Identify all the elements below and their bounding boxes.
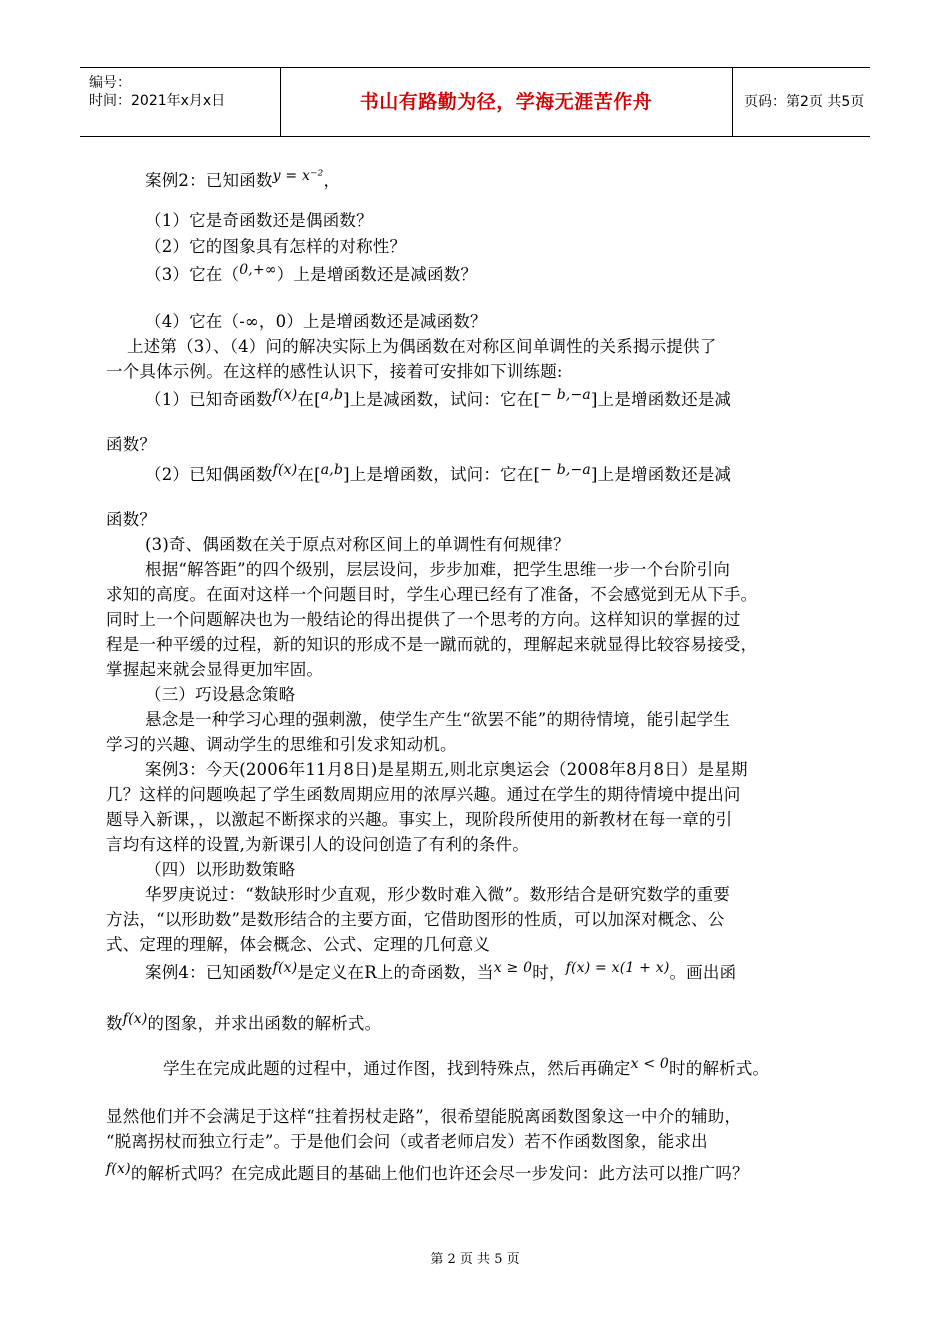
paragraph-line: （3）它在（$^{0,+\infty}$）上是增函数还是减函数？ bbox=[145, 262, 478, 284]
paragraph-line: 案例3：今天(2006年11月8日)是星期五,则北京奥运会（2008年8月8日）是星期 bbox=[145, 760, 748, 779]
header-motto-cell bbox=[280, 68, 733, 136]
paragraph-line: 几？这样的问题唤起了学生函数周期应用的浓厚兴趣。通过在学生的期待情境中提出问 bbox=[106, 785, 741, 804]
math-formula: f(x) bbox=[122, 1011, 148, 1027]
math-formula: 0,+∞ bbox=[239, 262, 277, 278]
paragraph-line: “脱离拐杖而独立行走”。于是他们会问（或者老师启发）若不作函数图象，能求出 bbox=[106, 1132, 708, 1151]
paragraph-line: 言均有这样的设置,为新课引人的设问创造了有利的条件。 bbox=[106, 835, 529, 854]
paragraph-line: （1）已知奇函数$^{f(x)}$在[$^{a,b}$]上是减函数，试问：它在[$^{- b,-a}$]上是增函数还是减 bbox=[145, 387, 732, 409]
paragraph-line: 掌握起来就会显得更加牢固。 bbox=[106, 660, 324, 679]
math-formula: f(x) bbox=[272, 462, 298, 478]
paragraph-line: 同时上一个问题解决也为一般结论的得出提供了一个思考的方向。这样知识的掌握的过 bbox=[106, 610, 741, 629]
paragraph-line: （1）它是奇函数还是偶函数？ bbox=[145, 211, 373, 230]
math-formula: f(x) bbox=[272, 387, 298, 403]
header-page-cell bbox=[732, 68, 870, 136]
header-left-cell bbox=[80, 68, 281, 136]
paragraph-line: 求知的高度。在面对这样一个问题目时，学生心理已经有了准备，不会感觉到无从下手。 bbox=[106, 585, 758, 604]
paragraph-line: 案例2：已知函数$^{y = x^{-2}}$， bbox=[145, 168, 341, 190]
section-heading: （四）以形助数策略 bbox=[145, 860, 296, 879]
math-formula: f(x) bbox=[106, 1161, 131, 1177]
paragraph-line: （2）它的图象具有怎样的对称性？ bbox=[145, 237, 407, 256]
paragraph-line: 函数？ bbox=[106, 510, 157, 529]
paragraph-line: 程是一种平缓的过程，新的知识的形成不是一蹴而就的，理解起来就显得比较容易接受， bbox=[106, 635, 758, 654]
doc-time-label: 时间：2021年x月x日 bbox=[89, 93, 226, 109]
paragraph-line: 学习的兴趣、调动学生的思维和引发求知动机。 bbox=[106, 735, 457, 754]
paragraph-line: 方法，“以形助数”是数形结合的主要方面，它借助图形的性质，可以加深对概念、公 bbox=[106, 910, 725, 929]
page-footer: 第 2 页 共 5 页 bbox=[430, 1252, 520, 1267]
paragraph-line: 显然他们并不会满足于这样“拄着拐杖走路”，很希望能脱离函数图象这一中介的辅助， bbox=[106, 1107, 742, 1126]
math-formula: f(x) = x(1 + x) bbox=[565, 960, 670, 976]
paragraph-line: 一个具体示例。在这样的感性认识下，接着可安排如下训练题: bbox=[106, 362, 563, 381]
header-motto: 书山有路勤为径，学海无涯苦作舟 bbox=[359, 91, 653, 113]
paragraph-line: 华罗庚说过：“数缺形时少直观，形少数时难入微”。数形结合是研究数学的重要 bbox=[145, 885, 731, 904]
math-formula: x ≥ 0 bbox=[493, 960, 533, 976]
paragraph-line: 学生在完成此题的过程中，通过作图，找到特殊点，然后再确定$^{x < 0}$时的解析式。 bbox=[163, 1056, 770, 1078]
paragraph-line: 根据“解答距”的四个级别，层层设问，步步加难，把学生思维一步一个台阶引向 bbox=[145, 560, 731, 579]
math-formula: x < 0 bbox=[630, 1056, 670, 1072]
math-formula: − b,−a bbox=[540, 387, 591, 403]
paragraph-line: 式、定理的理解，体会概念、公式、定理的几何意义 bbox=[106, 935, 491, 954]
paragraph-line: （2）已知偶函数$^{f(x)}$在[$^{a,b}$]上是增函数，试问：它在[$^{- b,-a}$]上是增函数还是减 bbox=[145, 462, 732, 484]
paragraph-line: 函数？ bbox=[106, 435, 157, 454]
math-formula: a,b bbox=[320, 462, 344, 478]
page-header bbox=[80, 67, 870, 137]
paragraph-line: 数$^{f(x)}$的图象，并求出函数的解析式。 bbox=[106, 1011, 382, 1033]
paragraph-line: 上述第（3）、（4）问的解决实际上为偶函数在对称区间单调性的关系揭示提供了 bbox=[127, 337, 717, 356]
doc-number-label: 编号： bbox=[89, 75, 131, 91]
paragraph-line: (3)奇、偶函数在关于原点对称区间上的单调性有何规律？ bbox=[145, 535, 570, 554]
math-formula: f(x) bbox=[272, 960, 298, 976]
paragraph-line: $^{f(x)}$的解析式吗？在完成此题目的基础上他们也许还会尽一步发问：此方法可以推广吗？ bbox=[106, 1161, 749, 1183]
paragraph-line: 题导入新课，，以激起不断探求的兴趣。事实上，现阶段所使用的新教材在每一章的引 bbox=[106, 810, 733, 829]
paragraph-line: 案例4：已知函数$^{f(x)}$是定义在R上的奇函数，当$^{x \ge 0}$时，$^{f(x) = x(1 + x)}$。画出函 bbox=[145, 960, 737, 982]
paragraph-line: 悬念是一种学习心理的强刺激，使学生产生“欲罢不能”的期待情境，能引起学生 bbox=[145, 710, 731, 729]
math-formula: − b,−a bbox=[540, 462, 591, 478]
math-formula: a,b bbox=[320, 387, 344, 403]
section-heading: （三）巧设悬念策略 bbox=[145, 685, 296, 704]
math-formula: y = x⁻² bbox=[272, 168, 324, 184]
header-page-code: 页码：第2页 共5页 bbox=[744, 94, 865, 110]
paragraph-line: （4）它在（-∞，0）上是增函数还是减函数？ bbox=[145, 312, 487, 331]
